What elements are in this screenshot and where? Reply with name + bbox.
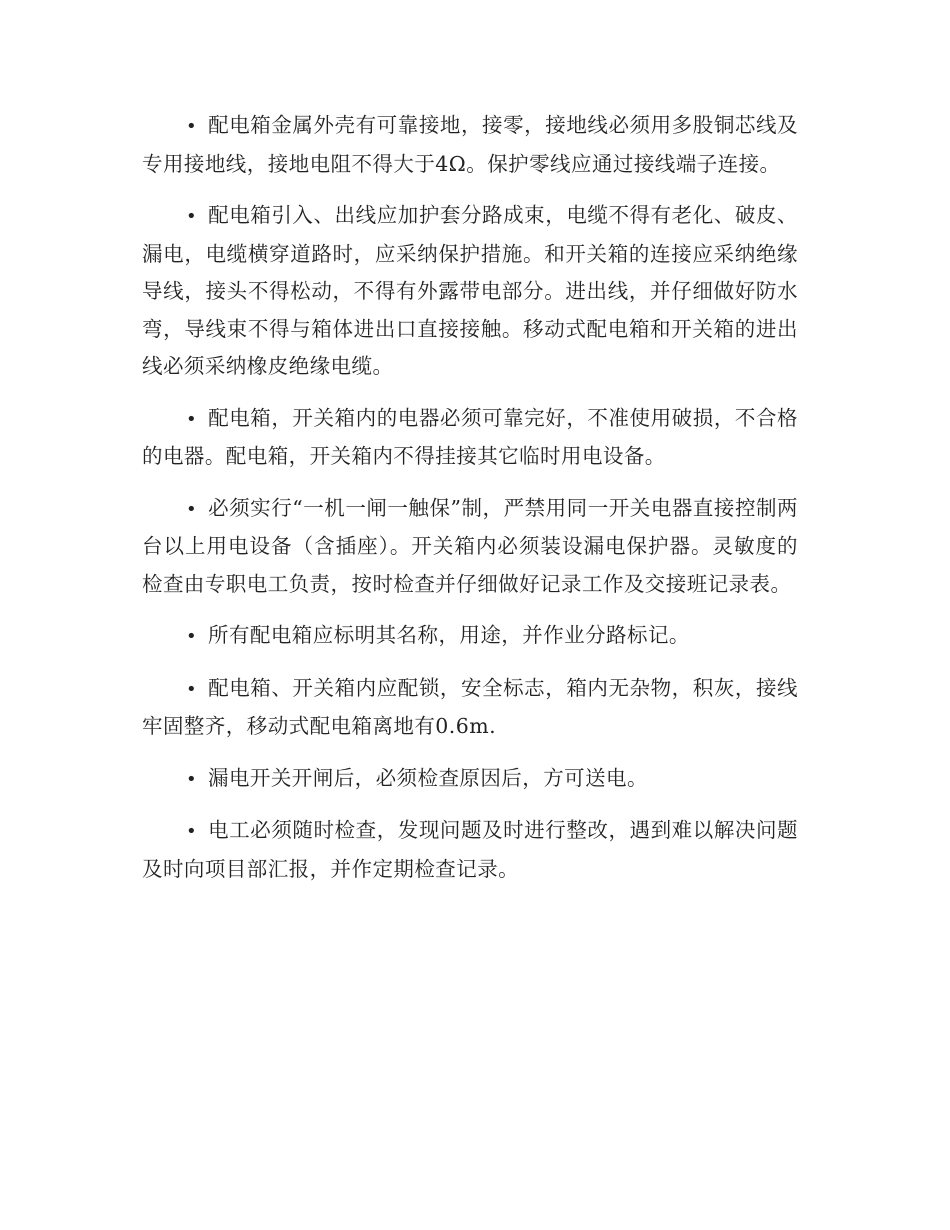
- bullet-icon: •: [186, 408, 198, 430]
- list-item-text: 配电箱、开关箱内应配锁，安全标志，箱内无杂物，积灰，接线牢固整齐，移动式配电箱离地有0.6m.: [142, 675, 798, 738]
- list-item-text: 所有配电箱应标明其名称，用途，并作业分路标记。: [208, 623, 690, 647]
- list-item: [142, 617, 798, 656]
- list-item-text: 漏电开关开闸后，必须检查原因后，方可送电。: [208, 765, 648, 790]
- list-item: [142, 812, 798, 888]
- list-item: [142, 107, 798, 183]
- bullet-icon: •: [186, 821, 198, 842]
- list-item-text: 必须实行“一机一闸一触保”制，严禁用同一开关电器直接控制两台以上用电设备（含插座）。开关箱内必须装设漏电保护器。灵敏度的检查由专职电工负责，按时检查并仔细做好记录工作及交接班记录表。: [142, 495, 798, 596]
- list-item: [142, 760, 798, 799]
- document-body: [142, 107, 798, 902]
- bullet-icon: •: [186, 678, 198, 700]
- bullet-icon: •: [186, 768, 198, 790]
- list-item: [142, 400, 798, 476]
- bullet-icon: •: [186, 116, 198, 137]
- list-item-text: 配电箱，开关箱内的电器必须可靠完好，不准使用破损，不合格的电器。配电箱，开关箱内不得挂接其它临时用电设备。: [142, 405, 798, 468]
- list-item: [142, 670, 798, 746]
- bullet-icon: •: [186, 498, 198, 520]
- list-item: [142, 490, 798, 604]
- list-item-text: 配电箱金属外壳有可靠接地，接零，接地线必须用多股铜芯线及专用接地线，接地电阻不得大于4Ω。保护零线应通过接线端子连接。: [142, 113, 798, 176]
- bullet-icon: •: [186, 206, 198, 227]
- bullet-icon: •: [186, 626, 198, 647]
- list-item-text: 电工必须随时检查，发现问题及时进行整改，遇到难以解决问题及时向项目部汇报，并作定期检查记录。: [142, 818, 798, 881]
- list-item: [142, 197, 798, 386]
- list-item-text: 配电箱引入、出线应加护套分路成束，电缆不得有老化、破皮、漏电，电缆横穿道路时，应采纳保护措施。和开关箱的连接应采纳绝缘导线，接头不得松动，不得有外露带电部分。进出线，并仔细做好防水弯，导线束不得与箱体进出口直接接触。移动式配电箱和开关箱的进出线必须采纳橡皮绝缘电缆。: [142, 203, 798, 378]
